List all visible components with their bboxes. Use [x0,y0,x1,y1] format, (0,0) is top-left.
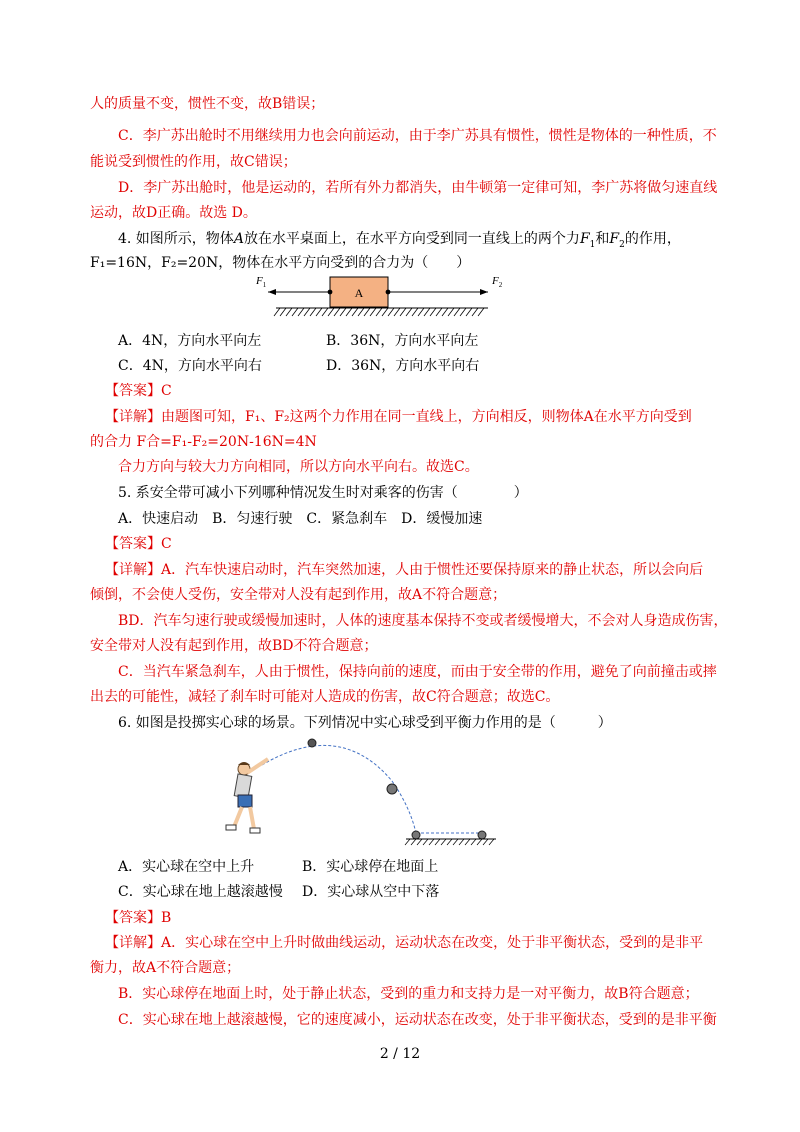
q5-explanation: 倾倒，不会使人受伤，安全带对人没有起到作用，故A不符合题意； [90,587,507,603]
q5-explanation: 出去的可能性，减轻了刹车时可能对人造成的伤害，故C符合题意；故选C。 [90,689,560,705]
hatch-stroke [460,308,466,316]
text-line: 运动，故D正确。故选 D。 [90,205,257,221]
force-diagram [256,270,536,322]
hatch-stroke [310,308,316,316]
q5-explanation: 安全带对人没有起到作用，故BD不符合题意； [90,638,378,654]
hatch-stroke [346,308,352,316]
contact-dot-right [386,290,391,295]
hatch-stroke [274,308,280,316]
hatch-stroke [453,839,458,845]
q5-options: A．快速启动 B．匀速行驶 C．紧急刹车 D．缓慢加速 [118,511,483,527]
hatch-stroke [412,308,418,316]
hatch-stroke [286,308,292,316]
q6-explanation: C．实心球在地上越滚越慢，它的速度减小，运动状态在改变，处于非平衡状态，受到的是非平衡 [118,1012,717,1028]
ball-falling [387,784,397,794]
hatch-stroke [423,839,428,845]
label-f1: $F_1$ [256,275,267,289]
right-arrowhead [480,289,488,295]
q4-option-b: B．36N，方向水平向左 [326,333,479,349]
q4-option-a: A．4N，方向水平向左 [118,333,262,349]
page-number: 2 / 12 [379,1046,421,1062]
q6-explanation: B．实心球停在地面上时，处于静止状态，受到的重力和支持力是一对平衡力，故B符合题意； [118,986,699,1002]
hatch-stroke [418,308,424,316]
text-line: 能说受到惯性的作用，故C错误； [90,154,297,170]
hatch-stroke [477,839,482,845]
contact-dot-left [328,290,333,295]
hatch-stroke [454,308,460,316]
hatch-stroke [429,839,434,845]
q4-explanation: 【详解】由题图可知，F₁、F₂这两个力作用在同一直线上，方向相反，则物体A在水平方向受到 [105,409,692,425]
hatch-stroke [472,308,478,316]
hatch-stroke [471,839,476,845]
ball-ground-1 [412,831,420,839]
hatch-stroke [478,308,484,316]
hatch-stroke [466,308,472,316]
q4-option-d: D．36N，方向水平向右 [326,358,480,374]
hatch-stroke [334,308,340,316]
q6-option-b: B．实心球停在地面上 [302,859,439,875]
hatch-stroke [448,308,454,316]
q4-explanation: 合力方向与较大力方向相同，所以方向水平向右。故选C。 [118,459,479,475]
hatch-stroke [483,839,488,845]
table-hatching [274,308,484,316]
hatch-stroke [447,839,452,845]
left-arrowhead [268,289,276,295]
hatch-stroke [435,839,440,845]
hatch-stroke [430,308,436,316]
q5-explanation: 【详解】A．汽车快速启动时，汽车突然加速，人由于惯性还要保持原来的静止状态，所以会向后 [105,562,704,578]
ground-hatching [405,839,494,845]
thrower-person [226,759,268,833]
hatch-stroke [280,308,286,316]
q6-explanation: 衡力，故A不符合题意； [90,960,241,976]
hatch-stroke [489,839,494,845]
q5-explanation: BD．汽车匀速行驶或缓慢加速时，人体的速度基本保持不变或者缓慢增大，不会对人身造成伤害， [118,613,728,629]
hatch-stroke [352,308,358,316]
hatch-stroke [370,308,376,316]
hatch-stroke [441,839,446,845]
hatch-stroke [436,308,442,316]
ball-top [308,739,316,747]
hatch-stroke [405,839,410,845]
hatch-stroke [406,308,412,316]
q6-explanation: 【详解】A．实心球在空中上升时做曲线运动，运动状态在改变，处于非平衡状态，受到的是非平 [105,935,704,951]
hatch-stroke [388,308,394,316]
question-6-stem: 6. 如图是投掷实心球的场景。下列情况中实心球受到平衡力作用的是（ ） [118,715,612,731]
hatch-stroke [442,308,448,316]
label-f2: $F_2$ [492,275,503,289]
ball-ground-2 [478,831,486,839]
hatch-stroke [411,839,416,845]
hatch-stroke [376,308,382,316]
q6-option-c: C．实心球在地上越滚越慢 [118,884,283,900]
block-label: A [354,286,364,300]
hatch-stroke [400,308,406,316]
q4-explanation: 的合力 F合=F₁-F₂=20N-16N=4N [90,434,317,450]
hatch-stroke [328,308,334,316]
q5-explanation: C．当汽车紧急刹车，人由于惯性，保持向前的速度，而由于安全带的作用，避免了向前撞击或摔 [118,664,717,680]
text-line: D．李广苏出舱时，他是运动的，若所有外力都消失，由牛顿第一定律可知，李广苏将做匀速直线 [118,180,718,196]
hatch-stroke [358,308,364,316]
question-4-stem: 4. 如图所示，物体A放在水平桌面上，在水平方向受到同一直线上的两个力$F_1$和$F_2$的作用， [118,231,681,250]
hatch-stroke [340,308,346,316]
hatch-stroke [417,839,422,845]
hatch-stroke [292,308,298,316]
hatch-stroke [316,308,322,316]
hatch-stroke [394,308,400,316]
hatch-stroke [322,308,328,316]
text-line: C．李广苏出舱时不用继续用力也会向前运动，由于李广苏具有惯性，惯性是物体的一种性质，不 [118,128,717,144]
hatch-stroke [465,839,470,845]
hatch-stroke [459,839,464,845]
hatch-stroke [298,308,304,316]
q5-answer: 【答案】C [105,536,172,552]
question-4-stem-2: F₁=16N，F₂=20N，物体在水平方向受到的合力为（ ） [90,255,471,271]
text-line: 人的质量不变，惯性不变，故B错误； [90,96,325,112]
q6-answer: 【答案】B [105,910,172,926]
hatch-stroke [304,308,310,316]
question-5-stem: 5. 系安全带可减小下列哪种情况发生时对乘客的伤害（ ） [118,485,528,501]
shot-put-figure [220,735,520,847]
hatch-stroke [364,308,370,316]
q6-option-d: D．实心球从空中下落 [302,884,440,900]
hatch-stroke [424,308,430,316]
q6-option-a: A．实心球在空中上升 [118,859,255,875]
hatch-stroke [382,308,388,316]
q4-answer: 【答案】C [105,383,172,399]
q4-option-c: C．4N，方向水平向右 [118,358,262,374]
